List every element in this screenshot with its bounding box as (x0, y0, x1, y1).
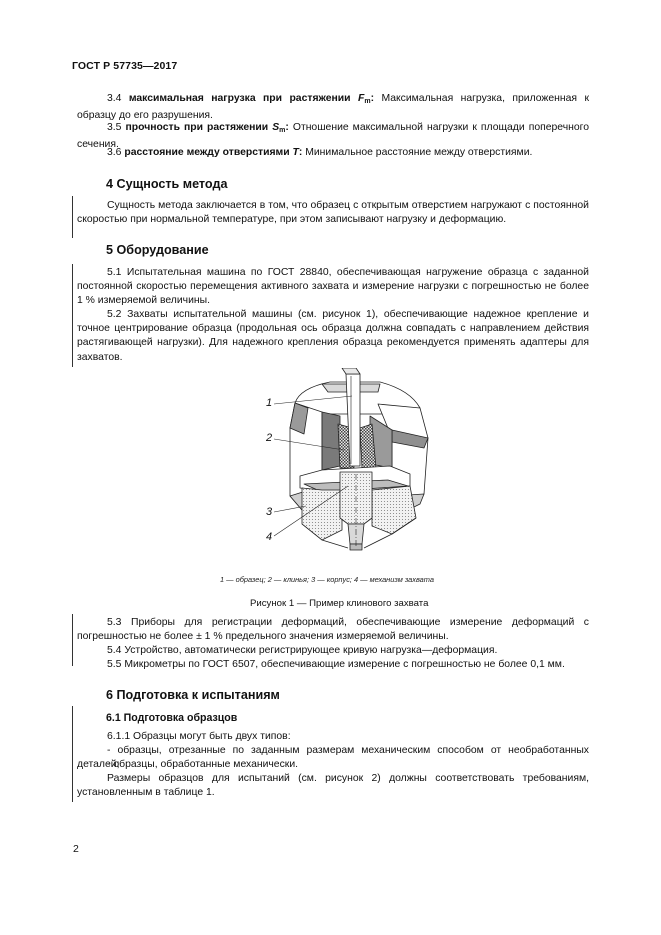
section-6-heading: 6 Подготовка к испытаниям (106, 688, 280, 702)
para-5-5: 5.5 Микрометры по ГОСТ 6507, обеспечивающие измерение с погрешностью не более 0,1 мм. (107, 659, 565, 670)
para-5-4: 5.4 Устройство, автоматически регистрирующее кривую нагрузка—деформация. (107, 645, 498, 656)
figure-legend: 1 — образец; 2 — клинья; 3 — корпус; 4 — механизм захвата (220, 575, 434, 584)
subsection-6-1-heading: 6.1 Подготовка образцов (106, 712, 238, 724)
page-number: 2 (73, 843, 79, 855)
para-5-1: 5.1 Испытательная машина по ГОСТ 28840, обеспечивающая нагружение образца с заданной постоянной скоростью перемещения активного захвата и измерение нагрузки с погрешностью не более 1 % измеряемой величины. (77, 267, 589, 307)
section-5-heading: 5 Оборудование (106, 243, 209, 257)
change-bar (72, 196, 73, 238)
section-4-text: Сущность метода заключается в том, что образец с открытым отверстием нагружают с постоянной скоростью при нормальной температуре, при этом записывают нагрузку и деформацию. (77, 200, 589, 226)
change-bar (72, 706, 73, 802)
figure-label-2: 2 (266, 432, 273, 444)
change-bar (72, 614, 73, 666)
definition-3-6: 3.6 расстояние между отверстиями T: Минимальное расстояние между отверстиями. (107, 147, 533, 158)
section-4-heading: 4 Сущность метода (106, 177, 228, 191)
definition-3-4: 3.4 максимальная нагрузка при растяжении $F_m$: Максимальная нагрузка, приложенная к образцу до его разрушения. (77, 93, 589, 122)
para-5-3: 5.3 Приборы для регистрации деформаций, обеспечивающие измерение деформаций с погрешностью не более ± 1 % предельного значения измеряемой величины. (77, 617, 589, 643)
wedge-grip-figure (260, 368, 440, 568)
para-6-1-dimensions: Размеры образцов для испытаний (см. рисунок 2) должны соответствовать требованиям, установленным в таблице 1. (77, 773, 589, 799)
para-6-1-1: 6.1.1 Образцы могут быть двух типов: (107, 731, 291, 742)
figure-label-4: 4 (266, 531, 273, 543)
definition-3-5: 3.5 прочность при растяжении $S_m$: Отношение максимальной нагрузки к площади поперечного сечения. (77, 122, 589, 151)
para-5-2: 5.2 Захваты испытательной машины (см. рисунок 1), обеспечивающие надежное крепление и точное центрирование образца (продольная ось образца должна совпадать с направлением действия растягивающей нагрузки). Для надежного крепления образца рекомендуется применять адаптеры для захватов. (77, 309, 589, 363)
figure-label-1: 1 (266, 397, 273, 409)
change-bar (72, 264, 73, 367)
figure-title: Рисунок 1 — Пример клинового захвата (250, 598, 429, 609)
list-item: - образцы, обработанные механически. (107, 759, 299, 770)
list-item: - образцы, отрезанные по заданным размерам механическим способом от необработанных деталей; (77, 745, 589, 771)
document-header: ГОСТ Р 57735—2017 (72, 60, 178, 72)
figure-label-3: 3 (266, 506, 273, 518)
